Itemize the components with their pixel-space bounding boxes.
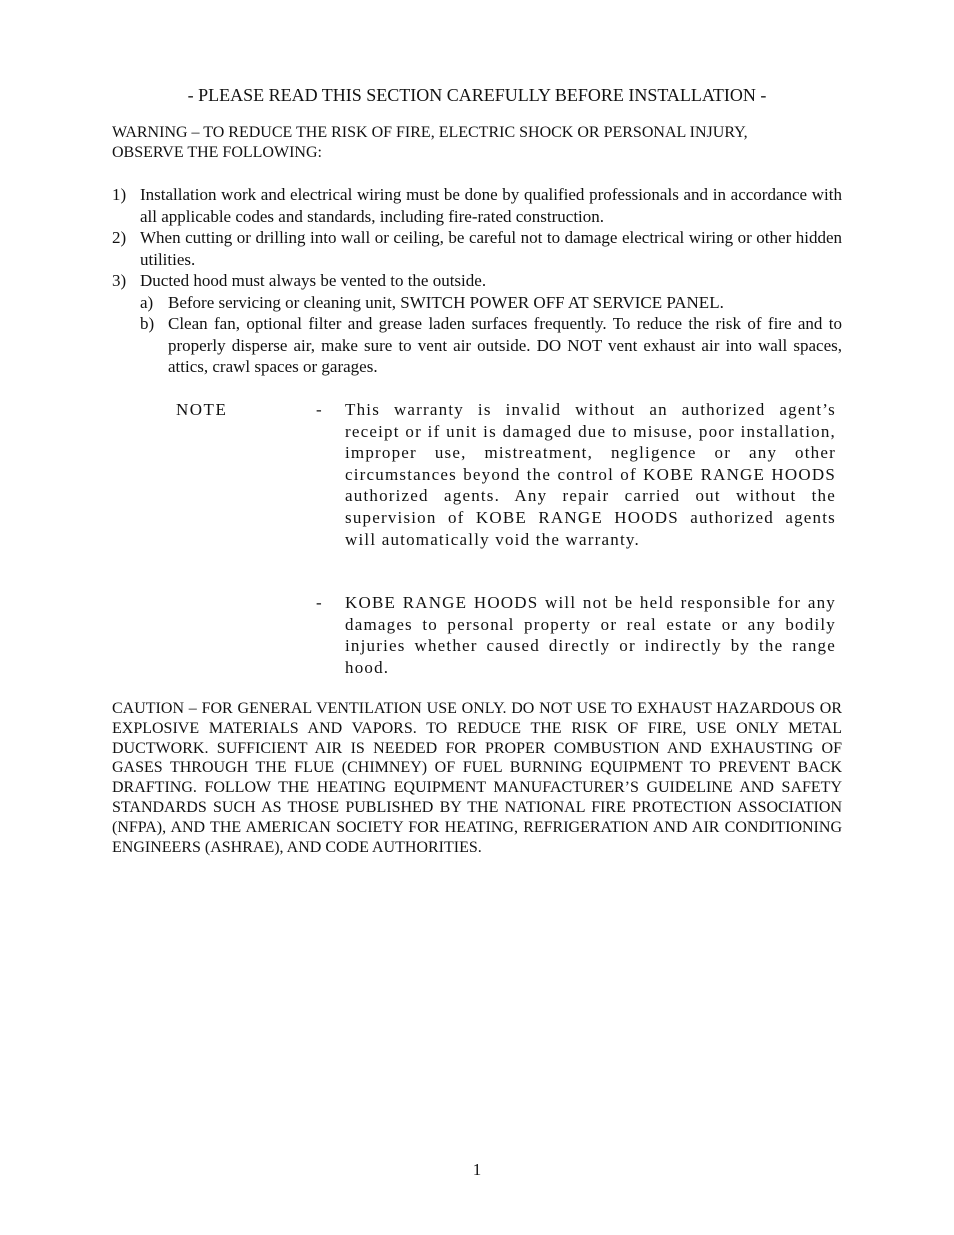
list-item: [112, 270, 842, 292]
sub-list-item-text: Before servicing or cleaning unit, SWITCH POWER OFF AT SERVICE PANEL.: [168, 292, 724, 312]
note-paragraph-1: [316, 399, 836, 550]
page-number: 1: [472, 1160, 482, 1179]
instruction-list: [112, 184, 842, 378]
note-label: NOTE: [176, 400, 228, 419]
section-heading: - PLEASE READ THIS SECTION CAREFULLY BEFORE INSTALLATION -: [187, 85, 767, 105]
sub-list-item-letter: b): [140, 314, 155, 333]
list-item-number: 1): [112, 185, 127, 204]
list-item-text: Ducted hood must always be vented to the outside.: [140, 271, 487, 290]
list-item-text: When cutting or drilling into wall or ceiling, be careful not to damage electrical wiring or other hidden utilities.: [140, 228, 842, 269]
list-item-number: 3): [112, 271, 127, 290]
list-item: [112, 227, 842, 270]
liability-note-text: KOBE RANGE HOODS will not be held responsible for any damages to personal property or real estate or any bodily injuries whether caused directly or indirectly by the range hood.: [345, 593, 836, 677]
warning-block: [112, 123, 842, 163]
sub-list-item: [140, 292, 842, 314]
list-item: [112, 184, 842, 227]
warranty-note-text: This warranty is invalid without an authorized agent’s receipt or if unit is damaged due to misuse, poor installation, improper use, mistreatment, negligence or any other circumstances beyond the control of KOBE RANGE HOODS authorized agents. Any repair carried out without the supervision of KOBE RANGE HOODS authorized agents will automatically void the warranty.: [345, 400, 836, 549]
sub-list-item: [140, 313, 842, 378]
list-item-number: 2): [112, 228, 127, 247]
note-dash: -: [316, 593, 323, 612]
warning-line-2: OBSERVE THE FOLLOWING:: [112, 144, 322, 161]
caution-paragraph: CAUTION – FOR GENERAL VENTILATION USE ONLY. DO NOT USE TO EXHAUST HAZARDOUS OR EXPLOSIVE MATERIALS AND VAPORS. TO REDUCE THE RISK OF FIRE, USE ONLY METAL DUCTWORK. SUFFICIENT AIR IS NEEDED FOR PROPER COMBUSTION AND EXHAUSTING OF GASES THROUGH THE FLUE (CHIMNEY) OF FUEL BURNING EQUIPMENT TO PREVENT BACK DRAFTING. FOLLOW THE HEATING EQUIPMENT MANUFACTURER’S GUIDELINE AND SAFETY STANDARDS SUCH AS THOSE PUBLISHED BY THE NATIONAL FIRE PROTECTION ASSOCIATION (NFPA), AND THE AMERICAN SOCIETY FOR HEATING, REFRIGERATION AND AIR CONDITIONING ENGINEERS (ASHRAE), AND CODE AUTHORITIES.: [112, 700, 842, 856]
warning-line-1: WARNING – TO REDUCE THE RISK OF FIRE, ELECTRIC SHOCK OR PERSONAL INJURY,: [112, 124, 748, 141]
sub-list: [140, 292, 842, 378]
sub-list-item-text: Clean fan, optional filter and grease laden surfaces frequently. To reduce the risk of fire and to properly disperse air, make sure to vent air outside. DO NOT vent exhaust air into wall spaces, attics, crawl spaces or garages.: [168, 314, 842, 376]
sub-list-item-letter: a): [140, 292, 154, 312]
note-paragraph-2: [316, 592, 836, 678]
note-dash: -: [316, 400, 323, 419]
list-item-text: Installation work and electrical wiring must be done by qualified professionals and in accordance with all applicable codes and standards, including fire-rated construction.: [140, 185, 842, 226]
